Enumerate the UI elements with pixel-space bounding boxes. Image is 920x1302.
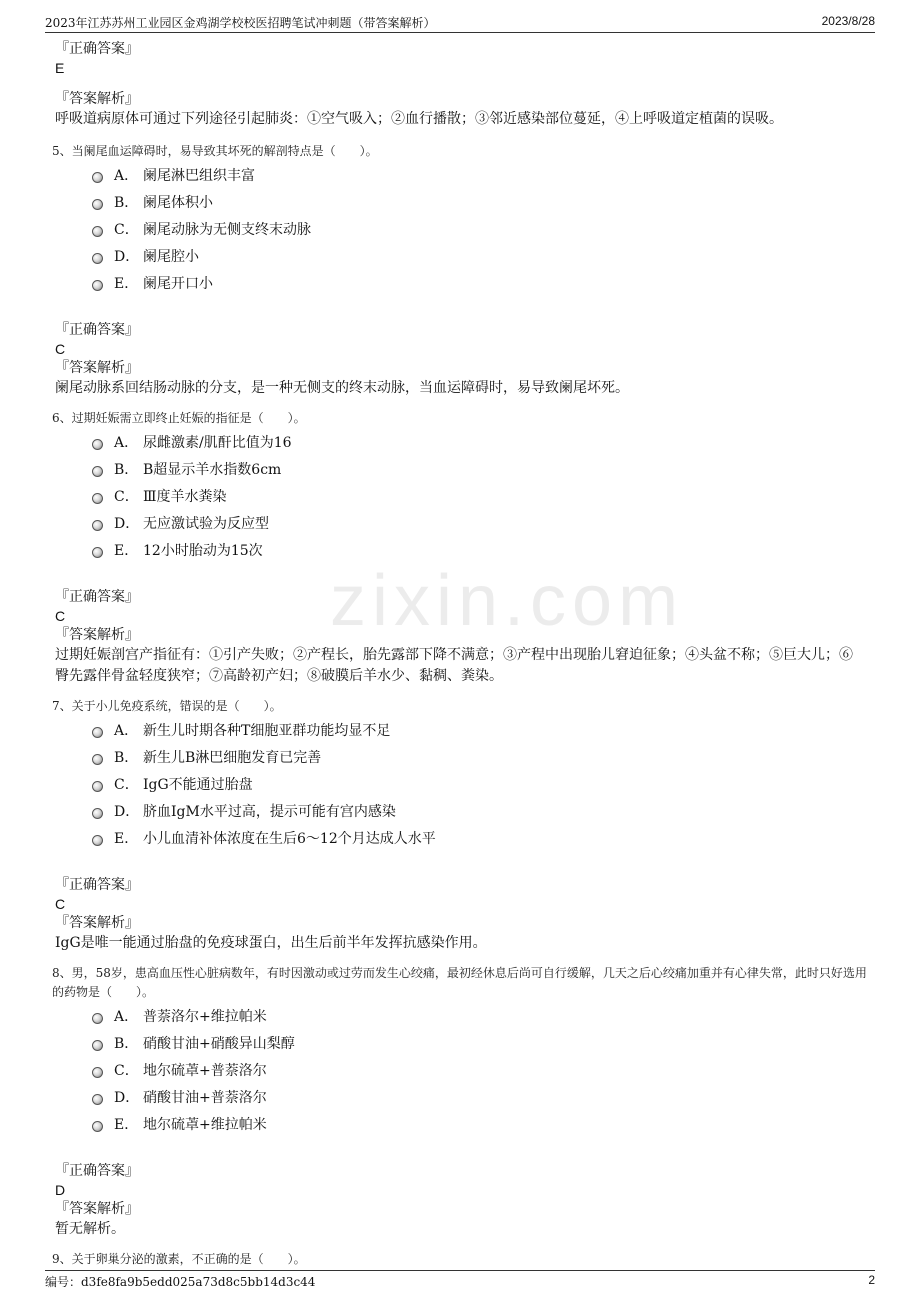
radio-icon[interactable]: [92, 835, 103, 846]
page-header: [45, 12, 875, 33]
content: [0, 40, 920, 1269]
answer-option[interactable]: [92, 193, 920, 220]
question-stem: 8、男，58岁，患高血压性心脏病数年，有时因激动或过劳而发生心绞痛，最初经休息后尚可自行缓解，几天之后心绞痛加重并有心律失常，此时只好选用的药物是（ ）。: [52, 966, 867, 999]
correct-answer-label: 『正确答案』: [55, 322, 139, 338]
option-text: IgG不能通过胎盘: [143, 777, 253, 793]
option-letter: D．: [114, 516, 140, 532]
option-letter: D．: [114, 1090, 140, 1106]
answer-option[interactable]: [92, 1061, 920, 1088]
option-letter: A．: [114, 168, 139, 184]
option-letter: B．: [114, 750, 139, 766]
answer-option[interactable]: [92, 1007, 920, 1034]
option-text: 阑尾体积小: [143, 195, 213, 211]
radio-icon[interactable]: [92, 1094, 103, 1105]
page-footer: [45, 1270, 875, 1291]
option-text: Ⅲ度羊水粪染: [143, 489, 227, 505]
option-letter: E．: [114, 276, 139, 292]
answer-option[interactable]: [92, 775, 920, 802]
correct-answer-value: E: [55, 60, 65, 76]
answer-option[interactable]: [92, 721, 920, 748]
option-text: 阑尾动脉为无侧支终末动脉: [143, 222, 311, 238]
option-text: 小儿血清补体浓度在生后6～12个月达成人水平: [143, 831, 436, 847]
analysis-label: 『答案解析』: [55, 1201, 139, 1217]
answer-option[interactable]: [92, 274, 920, 301]
document-date: 2023/8/28: [821, 14, 875, 28]
document-title: 2023年江苏苏州工业园区金鸡湖学校校医招聘笔试冲刺题（带答案解析）: [45, 16, 436, 30]
analysis-label: 『答案解析』: [55, 627, 139, 643]
radio-icon[interactable]: [92, 781, 103, 792]
analysis-label: 『答案解析』: [55, 91, 139, 107]
option-letter: B．: [114, 195, 139, 211]
option-text: B超显示羊水指数6cm: [143, 462, 282, 478]
option-letter: E．: [114, 1117, 139, 1133]
answer-option[interactable]: [92, 433, 920, 460]
document-code: 编号：d3fe8fa9b5edd025a73d8c5bb14d3c44: [45, 1275, 316, 1289]
question-block: [0, 409, 920, 697]
answer-option[interactable]: [92, 802, 920, 829]
question-list: [0, 142, 920, 1250]
watermark: zixin.com: [330, 561, 685, 641]
question-block: [0, 964, 920, 1250]
radio-icon[interactable]: [92, 520, 103, 531]
correct-answer-label: 『正确答案』: [55, 41, 139, 57]
option-letter: D．: [114, 249, 140, 265]
answer-option[interactable]: [92, 247, 920, 274]
question-block: [0, 142, 920, 409]
radio-icon[interactable]: [92, 172, 103, 183]
option-text: 地尔硫䓬+普萘洛尔: [143, 1063, 267, 1079]
option-letter: A．: [114, 435, 139, 451]
radio-icon[interactable]: [92, 466, 103, 477]
correct-answer-value: D: [55, 1182, 66, 1198]
radio-icon[interactable]: [92, 253, 103, 264]
option-letter: C．: [114, 489, 139, 505]
radio-icon[interactable]: [92, 547, 103, 558]
answer-option[interactable]: [92, 748, 920, 775]
correct-answer-value: C: [55, 341, 66, 357]
answer-option[interactable]: [92, 487, 920, 514]
page-number: 2: [868, 1273, 875, 1287]
option-text: 硝酸甘油+硝酸异山梨醇: [143, 1036, 295, 1052]
option-text: 12小时胎动为15次: [143, 543, 263, 559]
correct-answer-label: 『正确答案』: [55, 877, 139, 893]
option-letter: C．: [114, 1063, 139, 1079]
option-text: 阑尾开口小: [143, 276, 213, 292]
option-text: 地尔硫䓬+维拉帕米: [143, 1117, 267, 1133]
radio-icon[interactable]: [92, 754, 103, 765]
answer-option[interactable]: [92, 541, 920, 568]
option-text: 新生儿B淋巴细胞发育已完善: [143, 750, 322, 766]
radio-icon[interactable]: [92, 493, 103, 504]
radio-icon[interactable]: [92, 1013, 103, 1024]
correct-answer-label: 『正确答案』: [55, 589, 139, 605]
correct-answer-value: C: [55, 608, 66, 624]
radio-icon[interactable]: [92, 808, 103, 819]
option-letter: A．: [114, 1009, 139, 1025]
option-text: 尿雌激素/肌酐比值为16: [143, 435, 292, 451]
answer-option[interactable]: [92, 460, 920, 487]
answer-option[interactable]: [92, 1115, 920, 1142]
analysis-text: 阑尾动脉系回结肠动脉的分支，是一种无侧支的终末动脉，当血运障碍时，易导致阑尾坏死。: [55, 380, 629, 396]
radio-icon[interactable]: [92, 1121, 103, 1132]
option-letter: C．: [114, 222, 139, 238]
analysis-label: 『答案解析』: [55, 915, 139, 931]
option-text: 阑尾腔小: [143, 249, 199, 265]
option-text: 普萘洛尔+维拉帕米: [143, 1009, 267, 1025]
correct-answer-value: C: [55, 896, 66, 912]
option-text: 脐血IgM水平过高，提示可能有宫内感染: [143, 804, 396, 820]
analysis-text: 过期妊娠剖宫产指征有：①引产失败；②产程长，胎先露部下降不满意；③产程中出现胎儿窘迫征象；④头盆不称；⑤巨大儿；⑥臀先露伴骨盆轻度狭窄；⑦高龄初产妇；⑧破膜后羊水少、黏稠、粪染。: [55, 647, 853, 684]
radio-icon[interactable]: [92, 199, 103, 210]
option-text: 无应激试验为反应型: [143, 516, 269, 532]
option-text: 新生儿时期各种T细胞亚群功能均显不足: [143, 723, 391, 739]
radio-icon[interactable]: [92, 280, 103, 291]
radio-icon[interactable]: [92, 439, 103, 450]
analysis-text: 暂无解析。: [55, 1221, 125, 1237]
option-letter: C．: [114, 777, 139, 793]
question-stem: 9、关于卵巢分泌的激素，不正确的是（ ）。: [52, 1252, 306, 1266]
option-letter: E．: [114, 831, 139, 847]
answer-option[interactable]: [92, 829, 920, 856]
option-letter: D．: [114, 804, 140, 820]
radio-icon[interactable]: [92, 226, 103, 237]
answer-option[interactable]: [92, 166, 920, 193]
answer-option[interactable]: [92, 1088, 920, 1115]
radio-icon[interactable]: [92, 1040, 103, 1051]
question-block: [0, 697, 920, 964]
question-stem: 6、过期妊娠需立即终止妊娠的指征是（ ）。: [52, 411, 306, 425]
answer-option[interactable]: [92, 514, 920, 541]
option-letter: B．: [114, 462, 139, 478]
question-stem: 7、关于小儿免疫系统，错误的是（ ）。: [52, 699, 282, 713]
previous-answer-block: [0, 40, 920, 130]
radio-icon[interactable]: [92, 727, 103, 738]
radio-icon[interactable]: [92, 1067, 103, 1078]
option-letter: E．: [114, 543, 139, 559]
analysis-label: 『答案解析』: [55, 360, 139, 376]
option-letter: A．: [114, 723, 139, 739]
answer-option[interactable]: [92, 1034, 920, 1061]
answer-option[interactable]: [92, 220, 920, 247]
analysis-text: IgG是唯一能通过胎盘的免疫球蛋白，出生后前半年发挥抗感染作用。: [55, 935, 487, 951]
correct-answer-label: 『正确答案』: [55, 1163, 139, 1179]
option-text: 阑尾淋巴组织丰富: [143, 168, 255, 184]
option-letter: B．: [114, 1036, 139, 1052]
analysis-text: 呼吸道病原体可通过下列途径引起肺炎：①空气吸入；②血行播散；③邻近感染部位蔓延，④上呼吸道定植菌的误吸。: [55, 111, 783, 127]
question-stem: 5、当阑尾血运障碍时，易导致其坏死的解剖特点是（ ）。: [52, 144, 378, 158]
option-text: 硝酸甘油+普萘洛尔: [143, 1090, 267, 1106]
